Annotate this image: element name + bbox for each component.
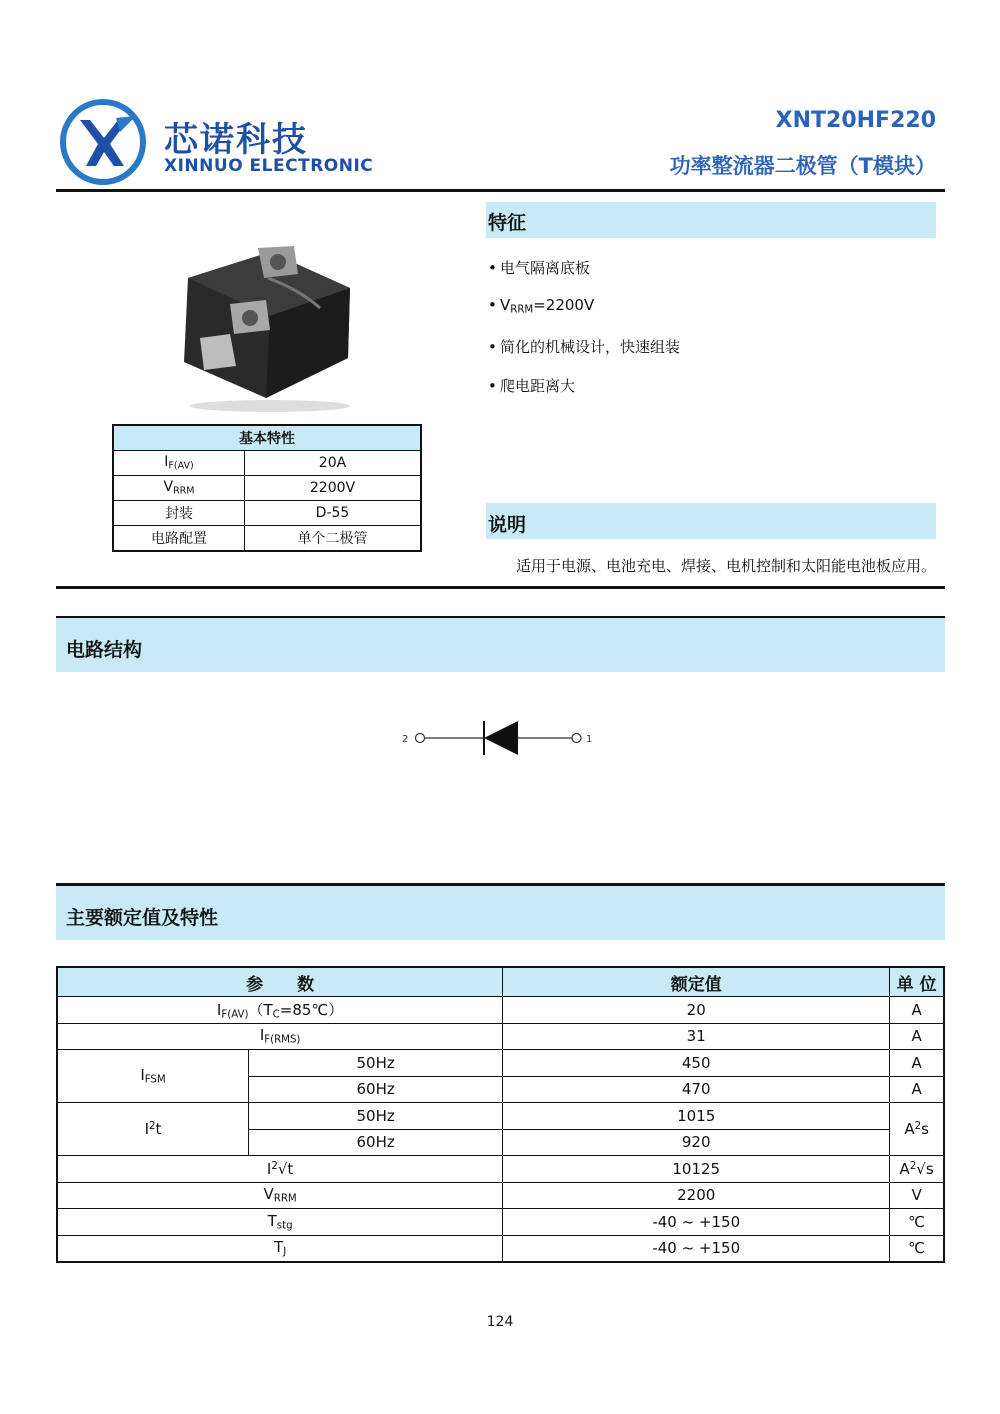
table-row — [57, 1182, 944, 1209]
table-row — [57, 997, 944, 1024]
column-header-unit: 单 位 — [890, 967, 944, 997]
feature-item: • 爬电距离大 — [488, 377, 576, 395]
table-row — [57, 1050, 944, 1077]
param-cell: $I^2√t$ — [57, 1156, 503, 1183]
unit-cell: A — [890, 1076, 944, 1103]
brand-name-cn: 芯诺科技 — [164, 120, 308, 160]
table-row — [113, 476, 421, 501]
part-number: XNT20HF220 — [775, 108, 936, 133]
feature-item: • 简化的机械设计，快速组装 — [488, 338, 681, 356]
condition-cell: 60Hz — [249, 1076, 503, 1103]
description-text: 适用于电源、电池充电、焊接、电机控制和太阳能电池板应用。 — [516, 557, 937, 575]
unit-cell: ℃ — [890, 1235, 944, 1262]
param-cell: $V_{RRM}$ — [113, 476, 245, 501]
value-cell: -40 ~ +150 — [503, 1209, 890, 1236]
param-cell: $I^2t$ — [57, 1103, 249, 1156]
param-cell: 电路配置 — [113, 526, 245, 552]
column-header-param: 参 数 — [57, 967, 503, 997]
pin-label-left: 2 — [402, 734, 409, 745]
param-cell: $I_{FSM}$ — [57, 1050, 249, 1103]
page-number: 124 — [486, 1314, 514, 1330]
brand-name-en: XINNUO ELECTRONIC — [164, 156, 374, 176]
product-photo — [170, 238, 360, 414]
value-cell: 2200V — [245, 476, 422, 501]
table-row — [113, 526, 421, 552]
table-header-row — [57, 967, 944, 997]
param-cell: $V_{RRM}$ — [57, 1182, 503, 1209]
unit-cell: ℃ — [890, 1209, 944, 1236]
value-cell: 单个二极管 — [245, 526, 422, 552]
table-row — [113, 451, 421, 476]
value-cell: 20 — [503, 997, 890, 1024]
table-row — [57, 1209, 944, 1236]
section-rule — [56, 586, 945, 589]
ratings-table — [56, 966, 945, 1263]
table-row — [113, 501, 421, 526]
value-cell: 31 — [503, 1023, 890, 1050]
value-cell: 920 — [503, 1129, 890, 1156]
ratings-heading: 主要额定值及特性 — [56, 886, 945, 940]
param-cell: $I_{F(RMS)}$ — [57, 1023, 503, 1050]
features-heading: 特征 — [486, 202, 936, 238]
value-cell: 20A — [245, 451, 422, 476]
value-cell: 450 — [503, 1050, 890, 1077]
table-row — [57, 1103, 944, 1130]
value-cell: 1015 — [503, 1103, 890, 1130]
description-heading: 说明 — [486, 503, 936, 539]
feature-item: • $V_{RRM}=2200V$ — [488, 296, 595, 316]
unit-cell: A — [890, 1050, 944, 1077]
diode-icon — [484, 721, 518, 755]
value-cell: D-55 — [245, 501, 422, 526]
unit-cell: $A^2s$ — [890, 1103, 944, 1156]
feature-item: • 电气隔离底板 — [488, 259, 591, 277]
xinnuo-logo-icon — [58, 98, 148, 186]
param-cell: $I_{F(AV)}(T_C=85℃)$ — [57, 997, 503, 1024]
table-row — [57, 1156, 944, 1183]
diode-schematic — [396, 718, 606, 758]
basic-characteristics-table — [112, 424, 422, 552]
unit-cell: $A^2√s$ — [890, 1156, 944, 1183]
value-cell: 470 — [503, 1076, 890, 1103]
condition-cell: 50Hz — [249, 1050, 503, 1077]
param-cell: $T_{stg}$ — [57, 1209, 503, 1236]
value-cell: 10125 — [503, 1156, 890, 1183]
unit-cell: A — [890, 997, 944, 1024]
table-row — [57, 1023, 944, 1050]
unit-cell: V — [890, 1182, 944, 1209]
value-cell: -40 ~ +150 — [503, 1235, 890, 1262]
condition-cell: 50Hz — [249, 1103, 503, 1130]
pin-label-right: 1 — [586, 734, 593, 745]
param-cell: $T_J$ — [57, 1235, 503, 1262]
column-header-value: 额定值 — [503, 967, 890, 997]
unit-cell: A — [890, 1023, 944, 1050]
document-subtitle: 功率整流器二极管（T模块） — [669, 154, 936, 178]
header-rule — [56, 189, 945, 192]
param-cell: 封装 — [113, 501, 245, 526]
table-row — [57, 1235, 944, 1262]
basic-table-title: 基本特性 — [113, 425, 421, 451]
condition-cell: 60Hz — [249, 1129, 503, 1156]
param-cell: $I_{F(AV)}$ — [113, 451, 245, 476]
value-cell: 2200 — [503, 1182, 890, 1209]
circuit-structure-heading: 电路结构 — [56, 618, 945, 672]
